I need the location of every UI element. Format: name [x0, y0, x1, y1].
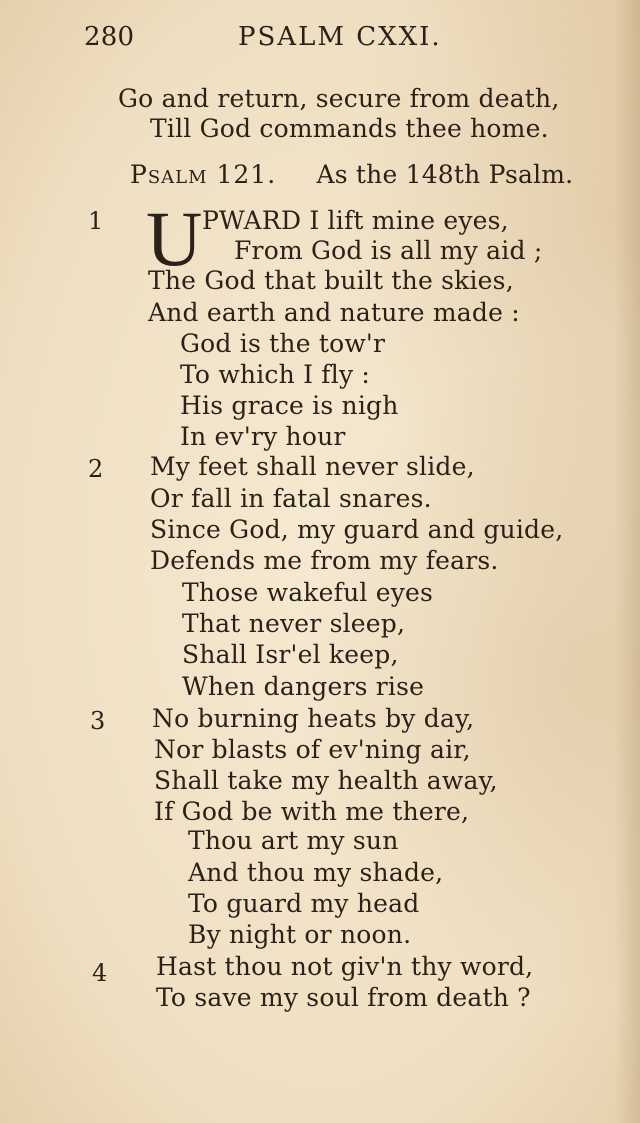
verse-line: And thou my shade, [188, 858, 444, 887]
psalm-label: Psalm 121. [130, 160, 277, 189]
verse-line: Nor blasts of ev'ning air, [154, 735, 471, 764]
verse-line: Thou art my sun [188, 826, 399, 855]
verse-line: Hast thou not giv'n thy word, [156, 952, 534, 981]
verse-line: No burning heats by day, [152, 704, 475, 733]
verse-line: By night or noon. [188, 920, 412, 949]
verse-line: Shall take my health away, [154, 766, 498, 795]
verse-line: Or fall in fatal snares. [150, 484, 432, 513]
verse-line: God is the tow'r [180, 329, 386, 358]
stanza-number: 4 [92, 959, 108, 987]
carryover-line: Till God commands thee home. [150, 114, 549, 143]
verse-line: To save my soul from death ? [156, 983, 531, 1012]
page-number: 280 [84, 22, 135, 52]
stanza-number: 2 [88, 455, 104, 483]
verse-line: PWARD I lift mine eyes, [202, 206, 509, 235]
verse-line: To which I fly : [180, 360, 371, 389]
running-head: PSALM CXXI. [238, 22, 442, 52]
carryover-line: Go and return, secure from death, [118, 84, 560, 113]
verse-line: Those wakeful eyes [182, 578, 434, 607]
verse-line: If God be with me there, [154, 797, 470, 826]
verse-line: His grace is nigh [180, 391, 399, 420]
psalm-heading [130, 160, 573, 190]
verse-line: Defends me from my fears. [150, 546, 499, 575]
psalm-meter: As the 148th Psalm. [316, 160, 574, 189]
verse-line: My feet shall never slide, [150, 452, 475, 481]
verse-line: That never sleep, [182, 609, 406, 638]
stanza-number: 3 [90, 707, 106, 735]
verse-line: And earth and nature made : [148, 298, 520, 327]
stanza-number: 1 [88, 207, 104, 235]
verse-line: In ev'ry hour [180, 422, 346, 451]
verse-line: The God that built the skies, [148, 266, 514, 295]
verse-line: To guard my head [188, 889, 420, 918]
verse-line: Since God, my guard and guide, [150, 515, 564, 544]
verse-line: When dangers rise [182, 672, 425, 701]
drop-cap: U [146, 195, 203, 282]
verse-line: Shall Isr'el keep, [182, 640, 399, 669]
verse-line: From God is all my aid ; [234, 236, 543, 265]
